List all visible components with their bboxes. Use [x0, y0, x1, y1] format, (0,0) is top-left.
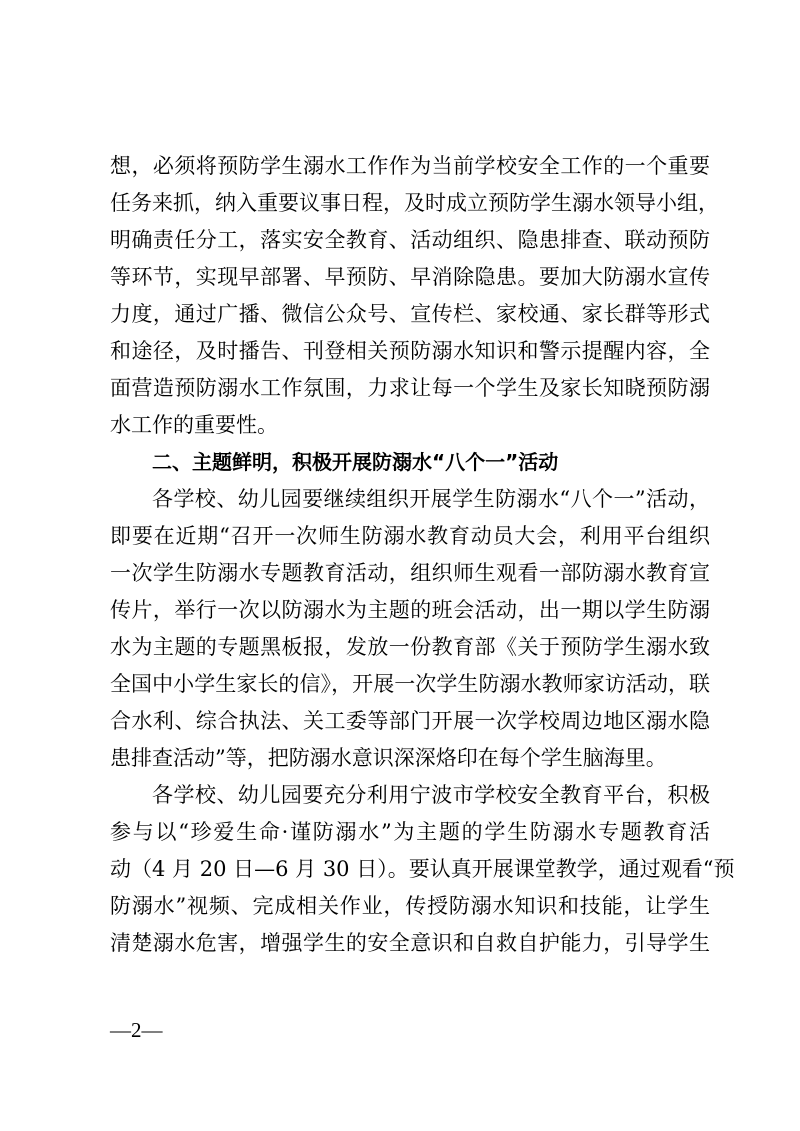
page-number: —2—: [110, 1018, 163, 1042]
text-line: 清楚溺水危害，增强学生的安全意识和自救自护能力，引导学生: [110, 931, 710, 955]
text-line: 明确责任分工，落实安全教育、活动组织、隐患排查、联动预防: [110, 228, 710, 252]
text-line: 力度，通过广播、微信公众号、宣传栏、家校通、家长群等形式: [110, 302, 710, 326]
text-line: 想，必须将预防学生溺水工作作为当前学校安全工作的一个重要: [110, 154, 710, 178]
text-line: 防溺水”视频、完成相关作业，传授防溺水知识和技能，让学生: [110, 894, 710, 918]
text-line: 患排查活动”等，把防溺水意识深深烙印在每个学生脑海里。: [110, 746, 667, 770]
text-line: 各学校、幼儿园要继续组织开展学生防溺水“八个一”活动，: [152, 487, 710, 511]
text-line: 一次学生防溺水专题教育活动，组织师生观看一部防溺水教育宣: [110, 561, 710, 585]
text-line: 各学校、幼儿园要充分利用宁波市学校安全教育平台，积极: [152, 783, 710, 807]
text-line: 参与以“珍爱生命·谨防溺水”为主题的学生防溺水专题教育活: [110, 820, 710, 844]
text-line: 任务来抓，纳入重要议事日程，及时成立预防学生溺水领导小组，: [110, 191, 719, 215]
section-heading-text: 二、主题鲜明，积极开展防溺水“八个一”活动: [152, 450, 559, 474]
body-text: [110, 148, 735, 962]
text-line: 全国中小学生家长的信》，开展一次学生防溺水教师家访活动，联: [110, 672, 710, 696]
text-line: 合水利、综合执法、关工委等部门开展一次学校周边地区溺水隐: [110, 709, 710, 733]
paragraph-3: [110, 777, 735, 962]
text-line: 动（4 月 20 日—6 月 30 日）。要认真开展课堂教学，通过观看“预: [110, 857, 735, 881]
text-line: 水为主题的专题黑板报，发放一份教育部《关于预防学生溺水致: [110, 635, 710, 659]
text-line: 面营造预防溺水工作氛围，力求让每一个学生及家长知晓预防溺: [110, 376, 710, 400]
text-line: 等环节，实现早部署、早预防、早消除隐患。要加大防溺水宣传: [110, 265, 710, 289]
section-heading: [110, 444, 710, 481]
text-line: 水工作的重要性。: [110, 413, 278, 437]
paragraph-2: [110, 481, 710, 777]
text-line: 传片，举行一次以防溺水为主题的班会活动，出一期以学生防溺: [110, 598, 710, 622]
text-line: 和途径，及时播告、刊登相关预防溺水知识和警示提醒内容，全: [110, 339, 710, 363]
text-line: 即要在近期“召开一次师生防溺水教育动员大会，利用平台组织: [110, 524, 710, 548]
paragraph-1: [110, 148, 719, 444]
